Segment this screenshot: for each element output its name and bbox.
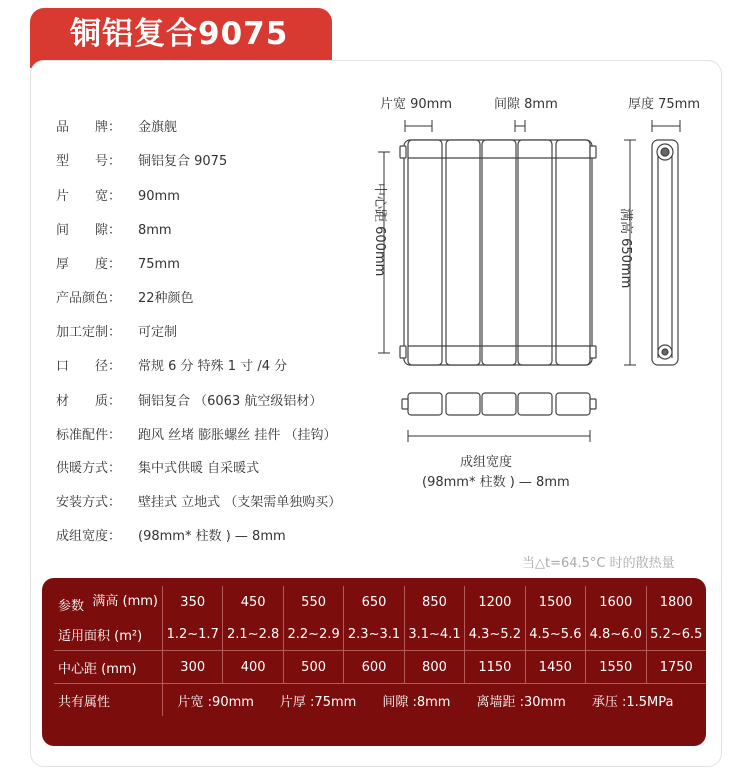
- common-values: [163, 684, 707, 717]
- row-label: 适用面积 (m²): [54, 618, 163, 651]
- spec-label: 标准配件：: [56, 428, 122, 443]
- height-header-cell: 850: [404, 586, 464, 618]
- table-cell: 1.2~1.7: [163, 618, 223, 651]
- full-height-label: 满高 650mm: [618, 208, 633, 289]
- spec-label: 型 号：: [56, 154, 122, 169]
- table-cell: 500: [283, 651, 343, 684]
- center-distance-label: 中心距 600mm: [372, 183, 387, 277]
- table-cell: 1450: [525, 651, 585, 684]
- group-width-formula: (98mm* 柱数 ) — 8mm: [422, 475, 570, 490]
- thickness-label: 厚度 75mm: [628, 97, 701, 112]
- common-item: 片宽 :90mm: [177, 694, 254, 710]
- table-cell: 4.5~5.6: [525, 618, 585, 651]
- spec-value: 金旗舰: [138, 120, 178, 135]
- spec-value: 壁挂式 立地式 （支架需单独购买）: [138, 495, 342, 510]
- spec-value: 可定制: [138, 325, 178, 340]
- table-cell: 4.8~6.0: [586, 618, 646, 651]
- radiator-side-view: [652, 140, 678, 365]
- height-header-cell: 1200: [465, 586, 525, 618]
- spec-value: 铜铝复合 9075: [138, 154, 228, 169]
- group-width-label: 成组宽度: [460, 455, 513, 470]
- table-header-row: [54, 586, 706, 618]
- spec-label: 厚 度：: [56, 257, 122, 272]
- spec-value: (98mm* 柱数 ) — 8mm: [138, 529, 286, 544]
- spec-label: 安装方式：: [56, 495, 122, 510]
- page-title: 铜铝复合9075: [70, 16, 289, 52]
- spec-table: [54, 586, 706, 716]
- spec-table-panel: [42, 578, 706, 746]
- spec-label: 口 径：: [56, 359, 122, 374]
- spec-value: 常规 6 分 特殊 1 寸 /4 分: [138, 359, 288, 374]
- spec-label: 品 牌：: [56, 120, 122, 135]
- spec-value: 90mm: [138, 189, 180, 204]
- heat-note: 当△t=64.5°C 时的散热量: [522, 556, 675, 571]
- table-cell: 400: [223, 651, 283, 684]
- table-cell: 4.3~5.2: [465, 618, 525, 651]
- gap-label: 间隙 8mm: [494, 97, 558, 112]
- table-cell: 1550: [586, 651, 646, 684]
- height-header-cell: 550: [283, 586, 343, 618]
- corner-top-label: 满高 (mm): [92, 594, 158, 609]
- radiator-diagram: [360, 88, 720, 508]
- height-header-cell: 1600: [586, 586, 646, 618]
- height-header-cell: 1500: [525, 586, 585, 618]
- common-row: [54, 684, 706, 717]
- spec-value: 75mm: [138, 257, 180, 272]
- table-cell: 800: [404, 651, 464, 684]
- spec-label: 成组宽度：: [56, 529, 122, 544]
- radiator-top-view: [402, 393, 596, 415]
- spec-label: 间 隙：: [56, 223, 122, 238]
- table-cell: 2.2~2.9: [283, 618, 343, 651]
- table-row: [54, 651, 706, 684]
- table-cell: 2.3~3.1: [344, 618, 404, 651]
- height-header-cell: 1800: [659, 594, 693, 610]
- radiator-front-view: [400, 140, 596, 365]
- row-label: 中心距 (mm): [54, 651, 163, 684]
- common-item: 片厚 :75mm: [279, 694, 357, 710]
- piece-width-label: 片宽 90mm: [380, 97, 453, 112]
- height-header-cell: 450: [223, 586, 283, 618]
- common-item: 离墙距 :30mm: [476, 694, 566, 710]
- common-item: 间隙 :8mm: [382, 694, 451, 710]
- common-item: 承压 :1.5MPa: [591, 694, 674, 710]
- corner-bottom-label: 参数: [58, 599, 85, 614]
- spec-value: 8mm: [138, 223, 172, 238]
- table-cell: 5.2~6.5: [646, 618, 706, 651]
- common-label: 共有属性: [54, 684, 163, 717]
- height-header-cell: 350: [163, 586, 223, 618]
- table-cell: 300: [163, 651, 223, 684]
- table-cell: 1750: [646, 651, 706, 684]
- spec-label: 片 宽：: [56, 189, 122, 204]
- spec-value: 22种颜色: [138, 291, 194, 306]
- spec-value: 铜铝复合 （6063 航空级铝材）: [138, 394, 323, 409]
- spec-label: 材 质：: [56, 394, 122, 409]
- table-cell: 600: [344, 651, 404, 684]
- table-cell: 3.1~4.1: [404, 618, 464, 651]
- height-header-cell: 650: [344, 586, 404, 618]
- table-cell: 2.1~2.8: [223, 618, 283, 651]
- table-corner: [54, 586, 163, 618]
- table-row: [54, 618, 706, 651]
- spec-value: 跑风 丝堵 膨胀螺丝 挂件 （挂钩）: [138, 428, 337, 443]
- spec-label: 产品颜色：: [56, 291, 122, 306]
- spec-label: 加工定制：: [56, 325, 122, 340]
- spec-label: 供暖方式：: [56, 461, 122, 476]
- spec-value: 集中式供暖 自采暖式: [138, 461, 260, 476]
- table-cell: 1150: [465, 651, 525, 684]
